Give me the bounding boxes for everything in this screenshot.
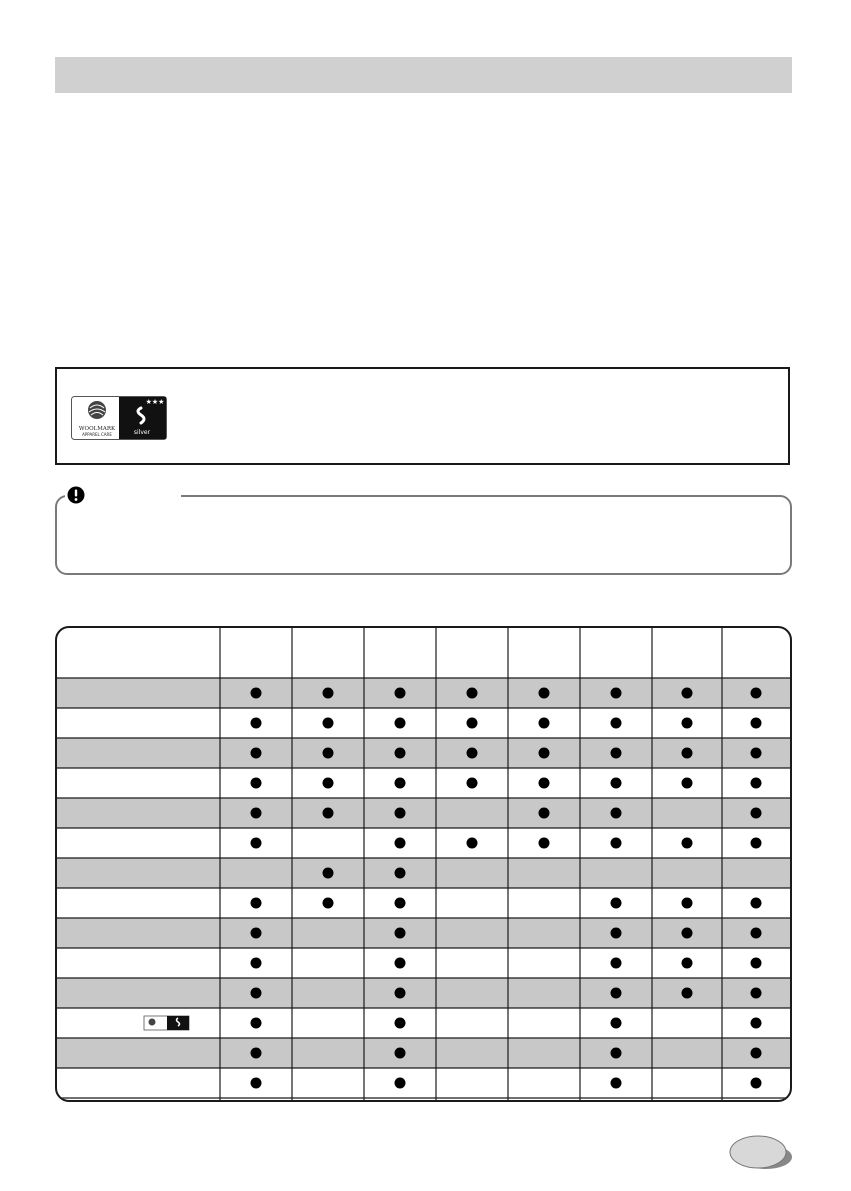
table-row [57, 738, 792, 768]
table-row [251, 838, 762, 849]
table-row [57, 978, 792, 1008]
option-available-dot [611, 958, 622, 969]
option-available-dot [751, 718, 762, 729]
table-row [57, 1038, 792, 1068]
option-available-dot [611, 808, 622, 819]
option-available-dot [323, 718, 334, 729]
option-available-dot [751, 1078, 762, 1089]
option-available-dot [751, 748, 762, 759]
option-available-dot [682, 778, 693, 789]
table-row [251, 778, 762, 789]
table-row [251, 898, 762, 909]
option-available-dot [395, 808, 406, 819]
option-available-dot [251, 718, 262, 729]
option-available-dot [539, 718, 550, 729]
option-available-dot [323, 688, 334, 699]
option-available-dot [323, 898, 334, 909]
option-available-dot [323, 808, 334, 819]
option-available-dot [611, 898, 622, 909]
option-available-dot [682, 688, 693, 699]
option-available-dot [395, 928, 406, 939]
option-available-dot [251, 958, 262, 969]
option-available-dot [467, 718, 478, 729]
option-available-dot [751, 838, 762, 849]
option-available-dot [611, 928, 622, 939]
program-option-table [55, 626, 792, 1102]
table-row [57, 858, 792, 888]
option-available-dot [467, 778, 478, 789]
option-available-dot [395, 718, 406, 729]
option-available-dot [251, 1078, 262, 1089]
option-available-dot [539, 748, 550, 759]
woolmark-ball-icon [88, 401, 106, 419]
option-available-dot [539, 838, 550, 849]
option-available-dot [323, 778, 334, 789]
option-available-dot [751, 1048, 762, 1059]
option-available-dot [682, 748, 693, 759]
svg-text:silver: silver [133, 429, 151, 436]
option-available-dot [395, 958, 406, 969]
option-available-dot [395, 898, 406, 909]
woolmark-silver-logo [71, 396, 167, 440]
option-available-dot [395, 868, 406, 879]
option-available-dot [751, 928, 762, 939]
option-available-dot [539, 688, 550, 699]
option-available-dot [251, 1018, 262, 1029]
option-available-dot [751, 808, 762, 819]
option-available-dot [611, 988, 622, 999]
table-row [57, 678, 792, 708]
table-row [251, 1078, 762, 1089]
svg-text:APPAREL CARE: APPAREL CARE [82, 432, 112, 437]
option-available-dot [611, 838, 622, 849]
option-available-dot [682, 898, 693, 909]
option-available-dot [682, 988, 693, 999]
note-box [55, 495, 792, 575]
option-available-dot [751, 688, 762, 699]
option-available-dot [323, 868, 334, 879]
option-available-dot [395, 1018, 406, 1029]
exclamation-icon [67, 486, 85, 504]
option-available-dot [467, 748, 478, 759]
page-number-badge [728, 1133, 794, 1171]
option-available-dot [251, 808, 262, 819]
option-available-dot [251, 838, 262, 849]
svg-text:★★★: ★★★ [145, 399, 165, 406]
svg-text:WOOLMARK: WOOLMARK [78, 426, 116, 432]
option-available-dot [611, 1018, 622, 1029]
option-available-dot [611, 688, 622, 699]
option-available-dot [682, 718, 693, 729]
option-available-dot [395, 988, 406, 999]
option-available-dot [467, 838, 478, 849]
option-available-dot [611, 1048, 622, 1059]
option-available-dot [539, 778, 550, 789]
option-available-dot [251, 688, 262, 699]
option-available-dot [751, 1018, 762, 1029]
option-available-dot [251, 928, 262, 939]
table-row [144, 1016, 762, 1030]
option-available-dot [682, 958, 693, 969]
option-available-dot [682, 928, 693, 939]
option-available-dot [395, 778, 406, 789]
woolmark-info-box [55, 367, 790, 465]
option-available-dot [395, 688, 406, 699]
option-available-dot [251, 1048, 262, 1059]
option-available-dot [395, 1048, 406, 1059]
option-available-dot [682, 838, 693, 849]
option-available-dot [251, 778, 262, 789]
option-available-dot [539, 808, 550, 819]
table-row [57, 918, 792, 948]
option-available-dot [395, 748, 406, 759]
option-available-dot [751, 778, 762, 789]
option-available-dot [611, 718, 622, 729]
option-available-dot [751, 958, 762, 969]
option-available-dot [467, 688, 478, 699]
option-available-dot [251, 748, 262, 759]
table-row [57, 798, 792, 828]
option-available-dot [251, 898, 262, 909]
woolmark-small-logo-icon [144, 1016, 189, 1030]
option-available-dot [323, 748, 334, 759]
option-available-dot [251, 988, 262, 999]
option-available-dot [611, 748, 622, 759]
option-available-dot [395, 838, 406, 849]
table-grid [57, 628, 792, 1102]
table-row [251, 958, 762, 969]
option-available-dot [611, 778, 622, 789]
option-available-dot [751, 988, 762, 999]
option-available-dot [611, 1078, 622, 1089]
table-row [251, 718, 762, 729]
section-header-bar [55, 57, 792, 93]
option-available-dot [395, 1078, 406, 1089]
option-available-dot [751, 898, 762, 909]
